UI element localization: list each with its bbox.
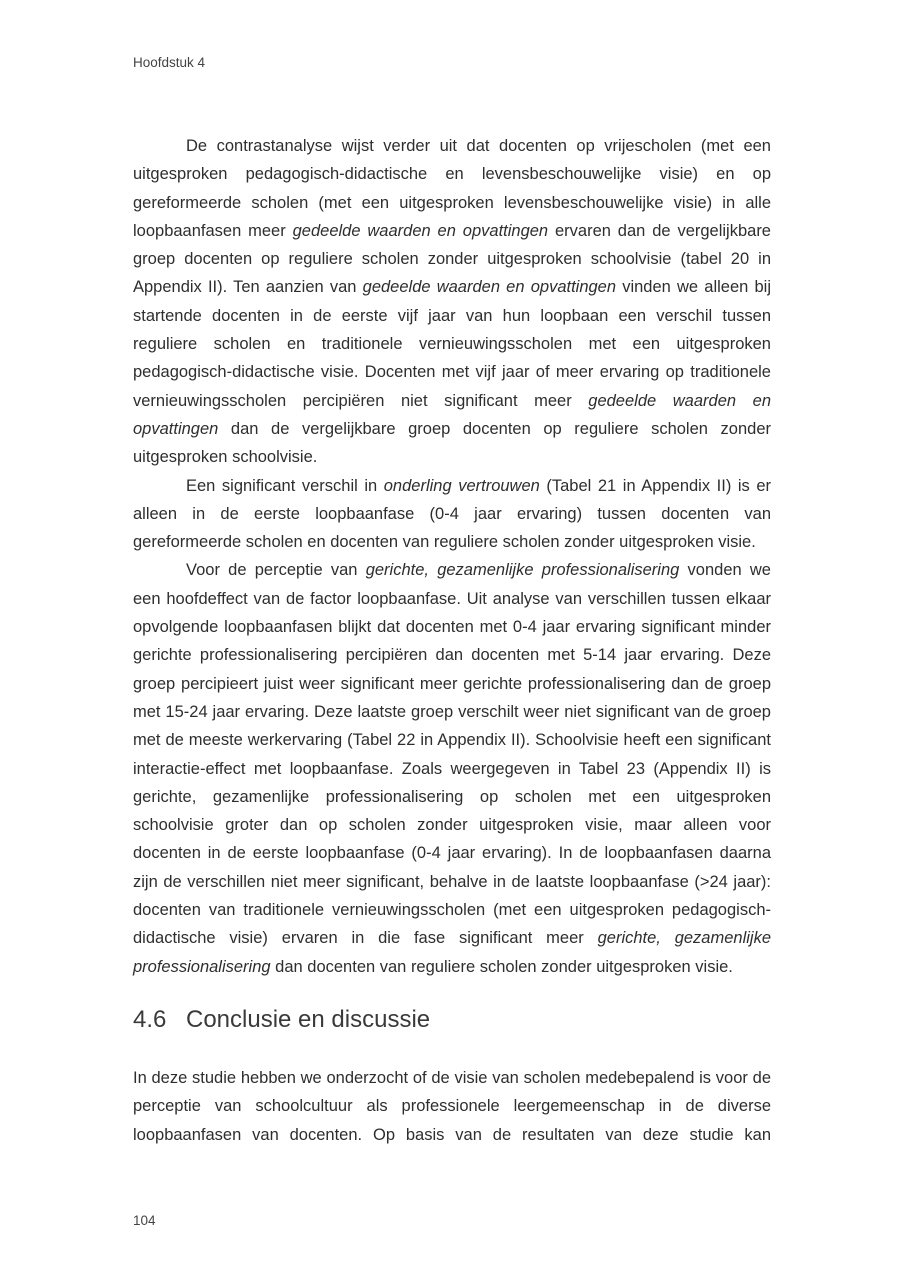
paragraph-text: De contrastanalyse wijst verder uit dat docenten op vrijescholen (met een uitgesproken pedagogisch-didactische en levensbeschouwelijke visie) en op gereformeerde scholen (met een uitgesproken levensbeschouwelijke visie) in alle loopbaanfasen meer — [133, 137, 771, 240]
italic-emphasis: gerichte, gezamenlijke professionalisering — [133, 929, 772, 976]
paragraph-text: ervaren dan de vergelijkbare groep docenten op reguliere scholen zonder uitgesproken schoolvisie (tabel 20 in Appendix II). Ten aanzien van — [133, 221, 771, 297]
paragraph — [133, 132, 771, 472]
page-number: 104 — [133, 1213, 156, 1228]
section-paragraph: In deze studie hebben we onderzocht of de visie van scholen medebepalend is voor de perceptie van schoolcultuur als professionele leergemeenschap in de diverse loopbaanfasen van docenten. Op basis van de resultaten van deze studie kan — [133, 1069, 771, 1144]
section-number: 4.6 — [133, 1006, 167, 1033]
paragraph-text: Voor de perceptie van — [186, 561, 366, 580]
section-title: Conclusie en discussie — [186, 1006, 431, 1033]
section-heading — [133, 1004, 430, 1036]
paragraph-text: vonden we een hoofdeffect van de factor loopbaanfase. Uit analyse van verschillen tussen elkaar opvolgende loopbaanfasen blijkt dat docenten met 0-4 jaar ervaring significant minder gerichte professionalisering percipiëren dan docenten met 5-14 jaar ervaring. Deze groep percipieert juist weer significant meer gerichte professionalisering dan de groep met 15-24 jaar ervaring. Deze laatste groep verschilt weer niet significant van de groep met de meeste werkervaring (Tabel 22 in Appendix II). Schoolvisie heeft een significant interactie-effect met loopbaanfase. Zoals weergegeven in Tabel 23 (Appendix II) is gerichte, gezamenlijke professionalisering op scholen met een uitgesproken schoolvisie groter dan op scholen zonder uitgesproken visie, maar alleen voor docenten in de eerste loopbaanfase (0-4 jaar ervaring). In de loopbaanfasen daarna zijn de verschillen niet meer significant, behalve in de laatste loopbaanfase (>24 jaar): docenten van traditionele vernieuwingsscholen (met een uitgesproken pedagogisch-didactische visie) ervaren in die fase significant meer — [133, 561, 771, 948]
running-head-chapter: Hoofdstuk 4 — [133, 55, 206, 70]
italic-emphasis: gedeelde waarden en opvattingen — [133, 391, 771, 438]
italic-emphasis: onderling vertrouwen — [383, 476, 540, 495]
paragraph-text: dan docenten van reguliere scholen zonder uitgesproken visie. — [270, 957, 733, 976]
paragraph-text: Een significant verschil in — [186, 476, 384, 495]
paragraph-text: (Tabel 21 in Appendix II) is er alleen in de eerste loopbaanfase (0-4 jaar ervaring) tussen docenten van gereformeerde scholen en docenten van reguliere scholen zonder uitgesproken visie. — [133, 476, 772, 552]
italic-emphasis: gerichte, gezamenlijke professionalisering — [365, 561, 680, 580]
body-text — [133, 132, 771, 981]
paragraph — [133, 556, 771, 980]
paragraph-text: vinden we alleen bij startende docenten in de eerste vijf jaar van hun loopbaan een verschil tussen reguliere scholen en traditionele vernieuwingsscholen met een uitgesproken pedagogisch-didactische visie. Docenten met vijf jaar of meer ervaring op traditionele vernieuwingsscholen percipiëren niet significant meer — [133, 278, 771, 410]
italic-emphasis: gedeelde waarden en opvattingen — [362, 278, 617, 297]
paragraph-text: dan de vergelijkbare groep docenten op reguliere scholen zonder uitgesproken schoolvisie. — [133, 419, 771, 467]
paragraph — [133, 472, 771, 557]
italic-emphasis: gedeelde waarden en opvattingen — [292, 221, 549, 240]
